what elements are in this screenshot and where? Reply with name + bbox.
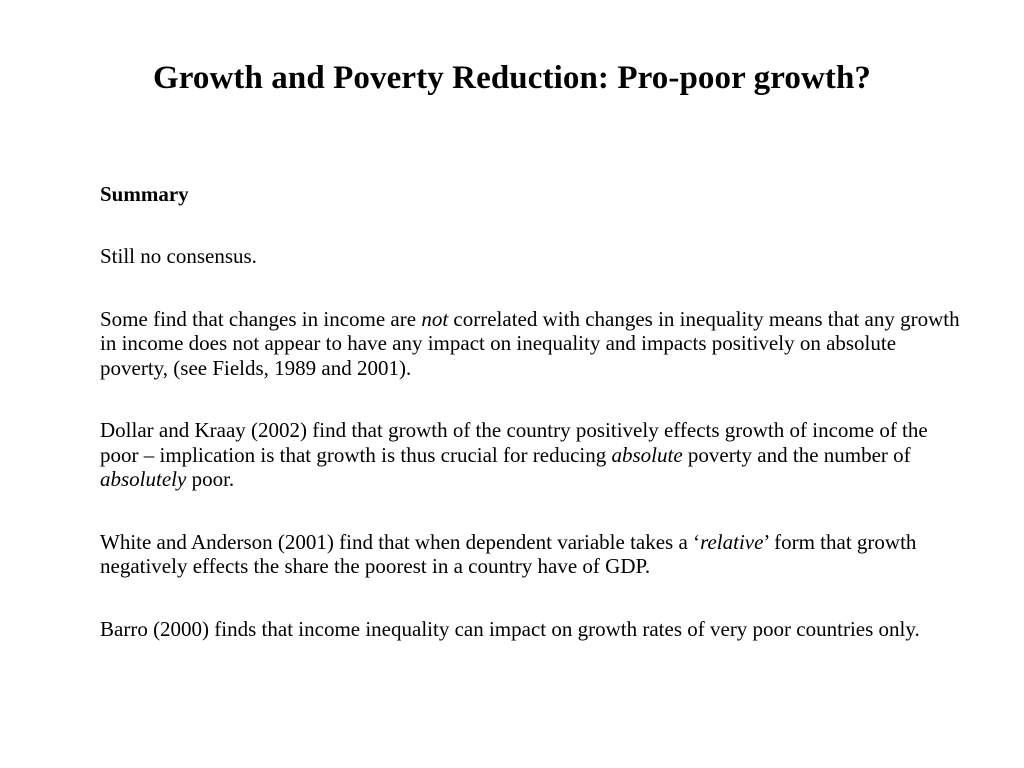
slide-title: Growth and Poverty Reduction: Pro-poor growth?: [152, 60, 872, 96]
paragraph-fields-text-a: Some find that changes in income are: [100, 306, 422, 331]
paragraph-dollar-kraay-text-c: poor.: [186, 467, 235, 491]
paragraph-fields-text-b: correlated with changes in inequality means that any growth in income does not appear to have any impact on inequality and impacts positively on absolute poverty, (see Fields, 1989 and 2001).: [100, 306, 960, 380]
paragraph-dollar-kraay: [100, 418, 960, 492]
paragraph-dollar-kraay-emphasis-1: absolute: [611, 442, 683, 467]
paragraph-white-anderson-emphasis: relative: [700, 529, 764, 554]
paragraph-consensus: Still no consensus.: [100, 244, 257, 268]
paragraph-fields-emphasis: not: [421, 306, 449, 331]
paragraph-white-anderson-text-b: ’ form that growth negatively effects the share the poorest in a country have of GDP.: [100, 529, 917, 578]
summary-heading: Summary: [100, 182, 189, 206]
paragraph-dollar-kraay-text-b: poverty and the number of: [682, 442, 911, 467]
paragraph-fields: [100, 307, 960, 381]
paragraph-white-anderson-text-a: White and Anderson (2001) find that when dependent variable takes a ‘: [100, 529, 701, 554]
paragraph-dollar-kraay-emphasis-2: absolutely: [100, 467, 187, 491]
paragraph-barro: Barro (2000) finds that income inequality can impact on growth rates of very poor countries only.: [100, 616, 920, 641]
paragraph-white-anderson: [100, 530, 960, 579]
slide-body: [100, 180, 960, 641]
paragraph-dollar-kraay-text-a: Dollar and Kraay (2002) find that growth of the country positively effects growth of income of the poor – implication is that growth is thus crucial for reducing: [100, 418, 928, 467]
